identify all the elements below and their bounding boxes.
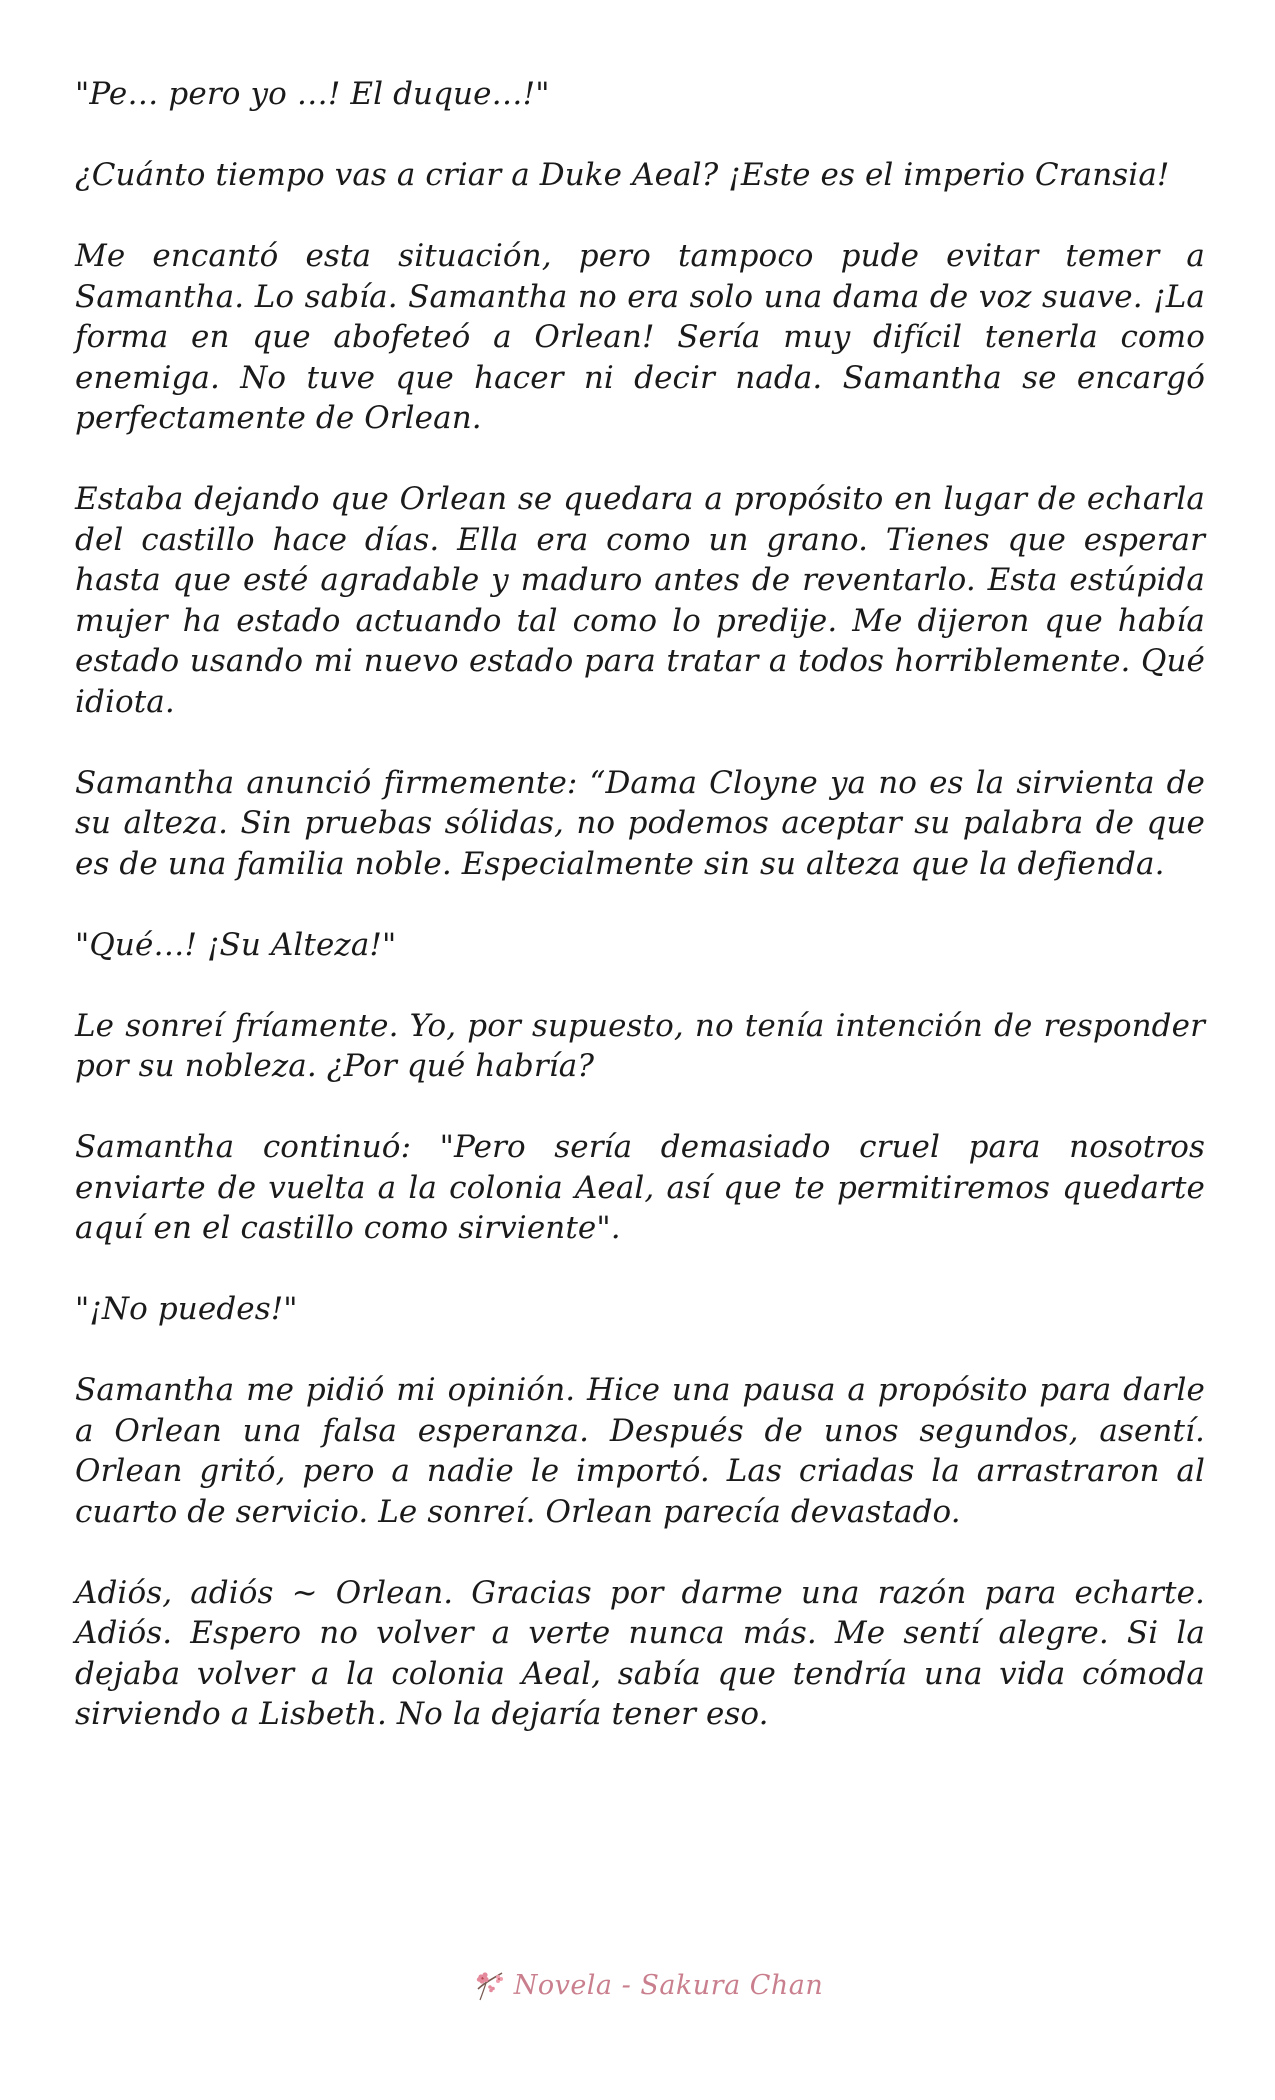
- paragraph-3: Me encantó esta situación, pero tampoco pude evitar temer a Samantha. Lo sabía. Samantha no era solo una dama de voz suave. ¡La forma en que abofeteó a Orlean! Sería muy difícil tenerla como enemiga. No tuve que hacer ni decir nada. Samantha se encargó perfectamente de Orlean.: [75, 238, 1205, 436]
- footer-text: Novela - Sakura Chan: [513, 1969, 824, 2001]
- cherry-blossom-icon: [472, 1967, 508, 2003]
- paragraph-9: "¡No puedes!": [75, 1291, 298, 1327]
- paragraph-6: "Qué…! ¡Su Alteza!": [75, 926, 397, 963]
- footer-watermark: [0, 1963, 1275, 2007]
- story-text: [75, 74, 1205, 1775]
- paragraph-4: Estaba dejando que Orlean se quedara a propósito en lugar de echarla del castillo hace días. Ella era como un grano. Tienes que esperar hasta que esté agradable y maduro antes de reventarlo. Esta estúpida mujer ha estado actuando tal como lo predije. Me dijeron que había estado usando mi nuevo estado para tratar a todos horriblemente. Qué idiota.: [75, 481, 1205, 720]
- paragraph-2: ¿Cuánto tiempo vas a criar a Duke Aeal? ¡Este es el imperio Cransia!: [75, 157, 1170, 193]
- paragraph-7: Le sonreí fríamente. Yo, por supuesto, no tenía intención de responder por su nobleza. ¿Por qué habría?: [75, 1007, 1205, 1084]
- paragraph-8: Samantha continuó: "Pero sería demasiado cruel para nosotros enviarte de vuelta a la colonia Aeal, así que te permitiremos quedarte aquí en el castillo como sirviente".: [75, 1129, 1205, 1246]
- paragraph-10: Samantha me pidió mi opinión. Hice una pausa a propósito para darle a Orlean una falsa esperanza. Después de unos segundos, asentí. Orlean gritó, pero a nadie le importó. Las criadas la arrastraron al cuarto de servicio. Le sonreí. Orlean parecía devastado.: [75, 1372, 1205, 1530]
- paragraph-1: "Pe… pero yo …! El duque…!": [75, 76, 550, 112]
- paragraph-5: Samantha anunció firmemente: “Dama Cloyne ya no es la sirvienta de su alteza. Sin pruebas sólidas, no podemos aceptar su palabra de que es de una familia noble. Especialmente sin su alteza que la defienda.: [75, 764, 1205, 882]
- footer-brand: [472, 1967, 824, 2003]
- paragraph-11: Adiós, adiós ~ Orlean. Gracias por darme una razón para echarte. Adiós. Espero no volver a verte nunca más. Me sentí alegre. Si la dejaba volver a la colonia Aeal, sabía que tendría una vida cómoda sirviendo a Lisbeth. No la dejaría tener eso.: [75, 1574, 1205, 1732]
